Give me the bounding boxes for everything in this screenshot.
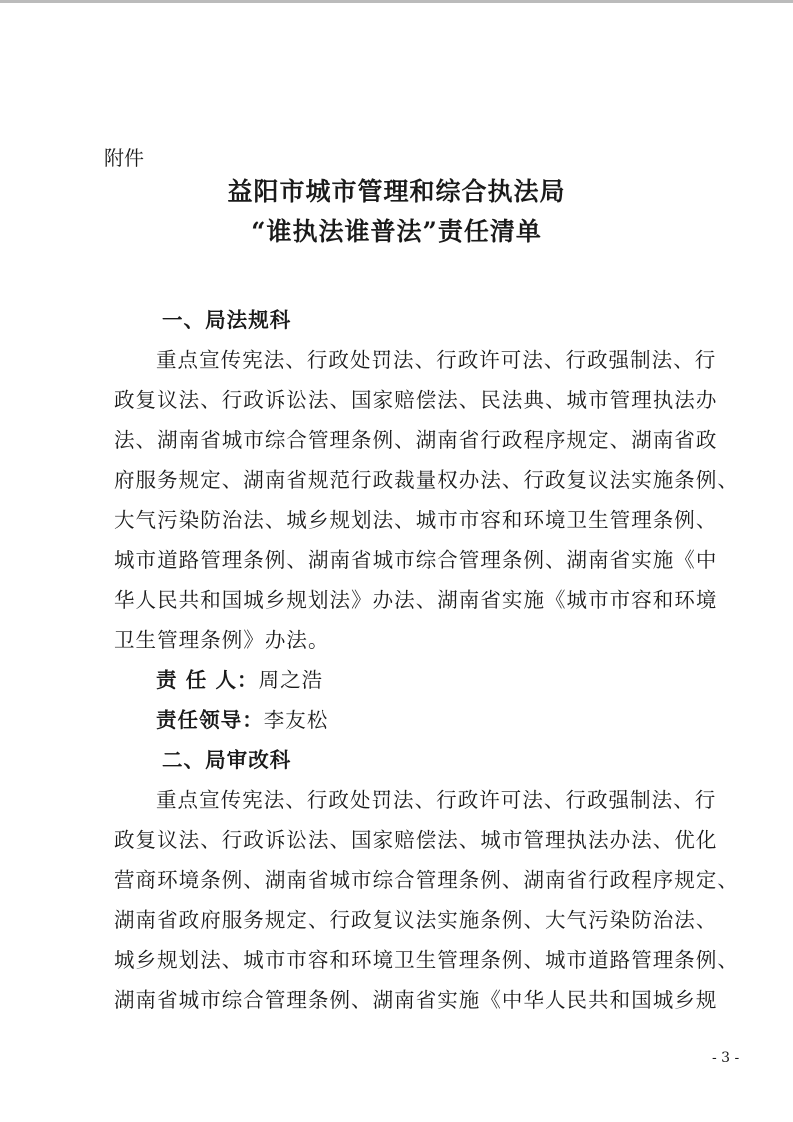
paragraph-line: 营商环境条例、湖南省城市综合管理条例、湖南省行政程序规定、 [114,868,739,892]
document-body [114,300,739,1020]
paragraph-line: 城市道路管理条例、湖南省城市综合管理条例、湖南省实施《中 [114,548,718,572]
section-heading: 一、局法规科 [162,308,292,332]
leader-name: 李友松 [263,708,329,732]
paragraph-line: 大气污染防治法、城乡规划法、城市市容和环境卫生管理条例、 [114,508,718,532]
paragraph-line: 华人民共和国城乡规划法》办法、湖南省实施《城市市容和环境 [114,588,718,612]
document-subtitle: “谁执法谁普法”责任清单 [251,217,542,246]
paragraph-line: 重点宣传宪法、行政处罚法、行政许可法、行政强制法、行 [156,348,717,372]
responsible-person [114,660,714,700]
scan-edge [0,0,793,3]
responsible-name: 周之浩 [258,668,324,692]
responsible-leader [114,700,714,740]
leader-label: 责任领导： [156,708,264,732]
paragraph-line: 卫生管理条例》办法。 [114,628,330,652]
paragraph-line: 府服务规定、湖南省规范行政裁量权办法、行政复议法实施条例、 [114,468,739,492]
responsible-label: 责 任 人： [156,668,259,692]
paragraph-line: 政复议法、行政诉讼法、国家赔偿法、城市管理执法办法、优化 [114,828,718,852]
section-heading: 二、局审改科 [162,748,292,772]
paragraph-line: 城乡规划法、城市市容和环境卫生管理条例、城市道路管理条例、 [114,948,739,972]
document-title: 益阳市城市管理和综合执法局 [227,177,566,206]
paragraph-line: 政复议法、行政诉讼法、国家赔偿法、民法典、城市管理执法办 [114,388,718,412]
paragraph-line: 重点宣传宪法、行政处罚法、行政许可法、行政强制法、行 [156,788,717,812]
page-number: - 3 - [712,1050,740,1066]
attachment-label: 附件 [104,146,144,170]
paragraph-line: 湖南省政府服务规定、行政复议法实施条例、大气污染防治法、 [114,908,718,932]
paragraph-line: 法、湖南省城市综合管理条例、湖南省行政程序规定、湖南省政 [114,428,718,452]
paragraph-line: 湖南省城市综合管理条例、湖南省实施《中华人民共和国城乡规 [114,988,718,1012]
